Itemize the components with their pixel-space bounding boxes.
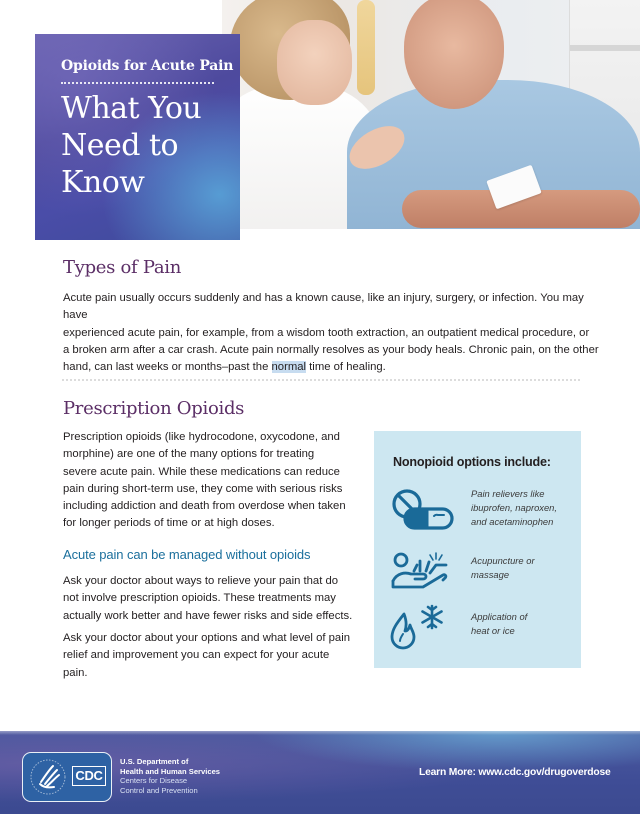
title-block <box>35 34 240 240</box>
pill-capsule-icon <box>390 487 456 533</box>
agency-line: U.S. Department of <box>120 757 189 766</box>
cdc-logo[interactable] <box>22 752 112 802</box>
hhs-eagle-icon <box>28 757 68 797</box>
option-pain-relievers <box>390 487 570 537</box>
doctor-face <box>277 20 352 105</box>
hero-photo <box>222 0 640 229</box>
label-line: Pain relievers like <box>471 488 545 499</box>
option-label <box>471 610 527 638</box>
headline-line: Know <box>61 165 145 200</box>
option-label <box>471 487 557 528</box>
heat-ice-icon <box>390 604 456 650</box>
acupuncture-massage-icon <box>390 551 456 597</box>
text-line: a broken arm after a car crash. Acute pain normally resolves as your body heals. Chronic pain, on the other <box>63 343 599 356</box>
agency-name <box>120 757 220 795</box>
kicker: Opioids for Acute Pain <box>61 58 234 74</box>
headline-line: Need to <box>61 128 179 163</box>
text-line <box>63 359 603 376</box>
nonopioid-box-title: Nonopioid options include: <box>393 455 551 469</box>
types-of-pain-title: Types of Pain <box>63 257 182 278</box>
learn-more-link[interactable]: Learn More: www.cdc.gov/drugoverdose <box>419 767 611 778</box>
label-line: Acupuncture or <box>471 555 535 566</box>
label-line: Application of <box>471 611 528 622</box>
option-acupuncture <box>390 551 570 601</box>
option-label <box>471 554 535 582</box>
agency-line: Health and Human Services <box>120 766 221 776</box>
text-segment: hand, can last weeks or months–past the <box>63 361 272 374</box>
label-line: massage <box>471 568 510 580</box>
agency-line: Centers for Disease <box>120 776 188 786</box>
headline <box>61 90 240 201</box>
footer <box>0 731 640 814</box>
selected-word[interactable]: normal <box>271 361 307 374</box>
agency-line: Control and Prevention <box>120 785 198 795</box>
prescription-opioids-title: Prescription Opioids <box>63 398 245 419</box>
prescription-opioids-paragraph: Prescription opioids (like hydrocodone, oxycodone, and morphine) are one of the many options for treating severe acute pain. While these medications can reduce pain during short-term use, they come with serious risks including addiction and death from overdose when taken for longer periods of time or at high doses. <box>63 431 346 530</box>
label-line: heat or ice <box>471 624 515 636</box>
spine-poster <box>357 0 375 95</box>
headline-line: What You <box>61 91 202 126</box>
text-segment: time of healing. <box>306 361 386 374</box>
label-line: ibuprofen, naproxen, <box>471 501 558 513</box>
option-heat-ice <box>390 604 570 654</box>
label-line: and acetaminophen <box>471 515 554 527</box>
alternatives-paragraph: Ask your doctor about ways to relieve your pain that do not involve prescription opioids. These treatments may actually work better and have fewer risks and side effects. <box>63 575 353 622</box>
cdc-wordmark: CDC <box>72 766 106 786</box>
dotted-divider <box>61 82 214 84</box>
text-line: experienced acute pain, for example, from a wisdom tooth extraction, an outpatient medical procedure, or <box>63 326 590 339</box>
nonopioid-options-box <box>374 431 581 668</box>
ask-doctor-paragraph: Ask your doctor about your options and what level of pain relief and improvement you can expect for your acute pain. <box>63 632 350 679</box>
text-line: Acute pain usually occurs suddenly and has a known cause, like an injury, surgery, or infection. You may have <box>63 292 584 322</box>
dotted-separator <box>62 379 580 381</box>
types-of-pain-paragraph <box>63 290 603 376</box>
acute-pain-subhead: Acute pain can be managed without opioids <box>63 547 311 562</box>
